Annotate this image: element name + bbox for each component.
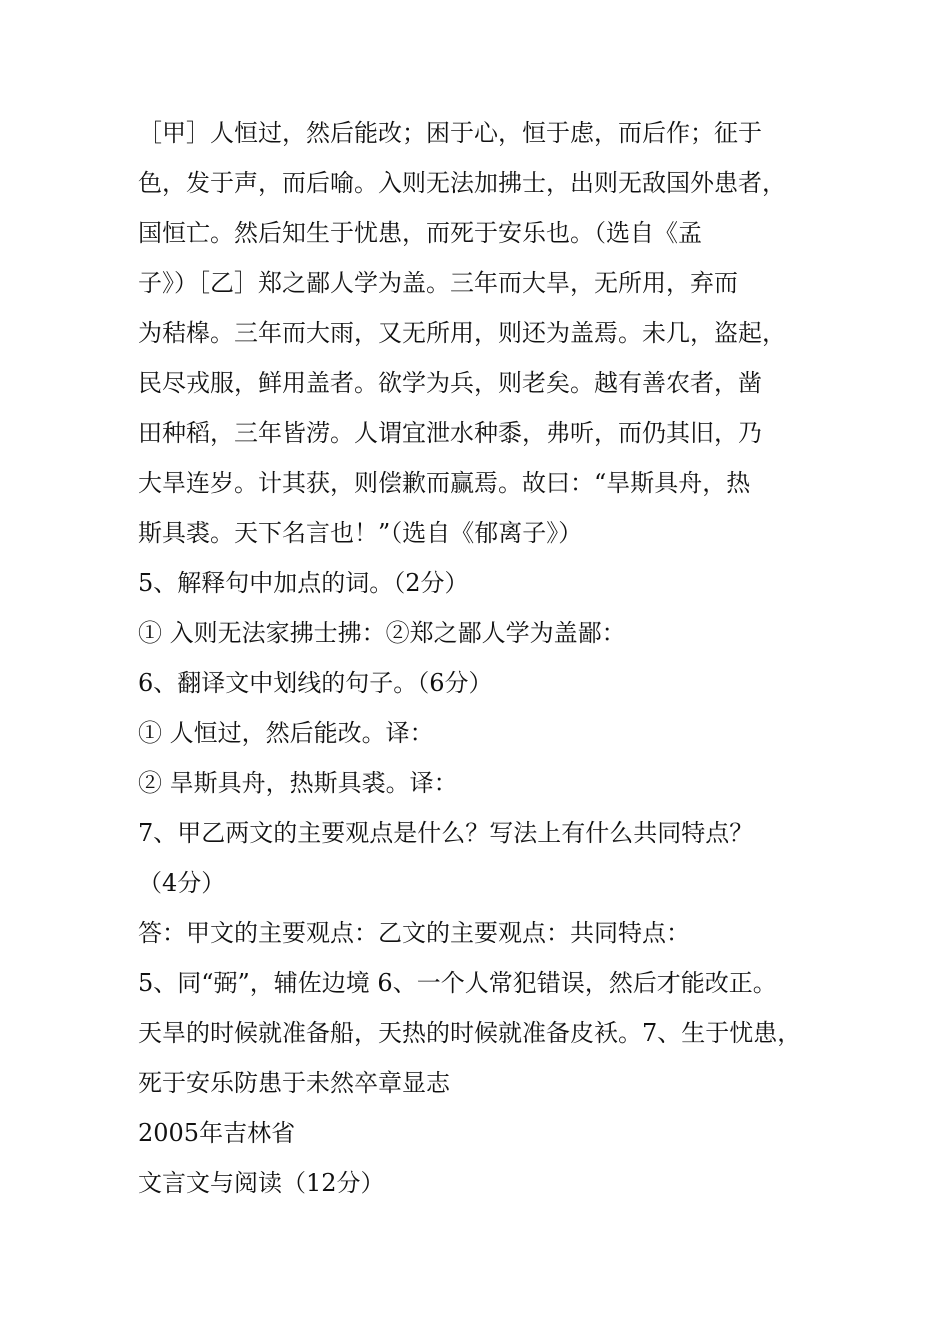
section-year-heading: 2005年吉林省 <box>138 1119 296 1147</box>
passage-yi-line-2: 为秸槔。三年而大雨，又无所用，则还为盖焉。未几，盗起， <box>138 319 786 347</box>
answer-key-line-2: 天旱的时候就准备船，天热的时候就准备皮袄。7、生于忧患， <box>138 1019 802 1047</box>
passage-jia-line-3: 国恒亡。然后知生于忧患，而死于安乐也。（选自《孟 <box>138 219 702 247</box>
answer-prompt: 答：甲文的主要观点：乙文的主要观点：共同特点： <box>138 919 690 947</box>
question-5: 5、解释句中加点的词。（2分） <box>138 569 469 597</box>
answer-key-line-1: 5、同“弼”，辅佐边境 6、一个人常犯错误，然后才能改正。 <box>138 969 777 997</box>
question-7: 7、甲乙两文的主要观点是什么？写法上有什么共同特点？ <box>138 819 754 847</box>
question-5-items: ① 入则无法家拂士拂：②郑之鄙人学为盖鄙： <box>138 619 626 647</box>
document-page <box>138 108 838 1208</box>
passage-yi-line-5: 大旱连岁。计其获，则偿歉而赢焉。故曰：“旱斯具舟，热 <box>138 469 751 497</box>
passage-yi-line-1: 子》）［乙］郑之鄙人学为盖。三年而大旱，无所用，弃而 <box>138 269 738 297</box>
answer-key-line-3: 死于安乐防患于未然卒章显志 <box>138 1069 450 1097</box>
passage-jia-line-1: ［甲］人恒过，然后能改；困于心，恒于虑，而后作；征于 <box>138 119 762 147</box>
question-6-item-1: ① 人恒过，然后能改。译： <box>138 719 434 747</box>
passage-yi-line-3: 民尽戎服，鲜用盖者。欲学为兵，则老矣。越有善农者，凿 <box>138 369 762 397</box>
question-7-score: （4分） <box>138 869 226 897</box>
passage-yi-line-4: 田种稻，三年皆涝。人谓宜泄水种黍，弗听，而仍其旧，乃 <box>138 419 762 447</box>
question-6: 6、翻译文中划线的句子。（6分） <box>138 669 493 697</box>
question-6-item-2: ② 旱斯具舟，热斯具裘。译： <box>138 769 458 797</box>
passage-yi-line-6: 斯具裘。天下名言也！”（选自《郁离子》） <box>138 519 583 547</box>
passage-jia-line-2: 色，发于声，而后喻。入则无法加拂士，出则无敌国外患者， <box>138 169 786 197</box>
section-title: 文言文与阅读（12分） <box>138 1169 385 1197</box>
